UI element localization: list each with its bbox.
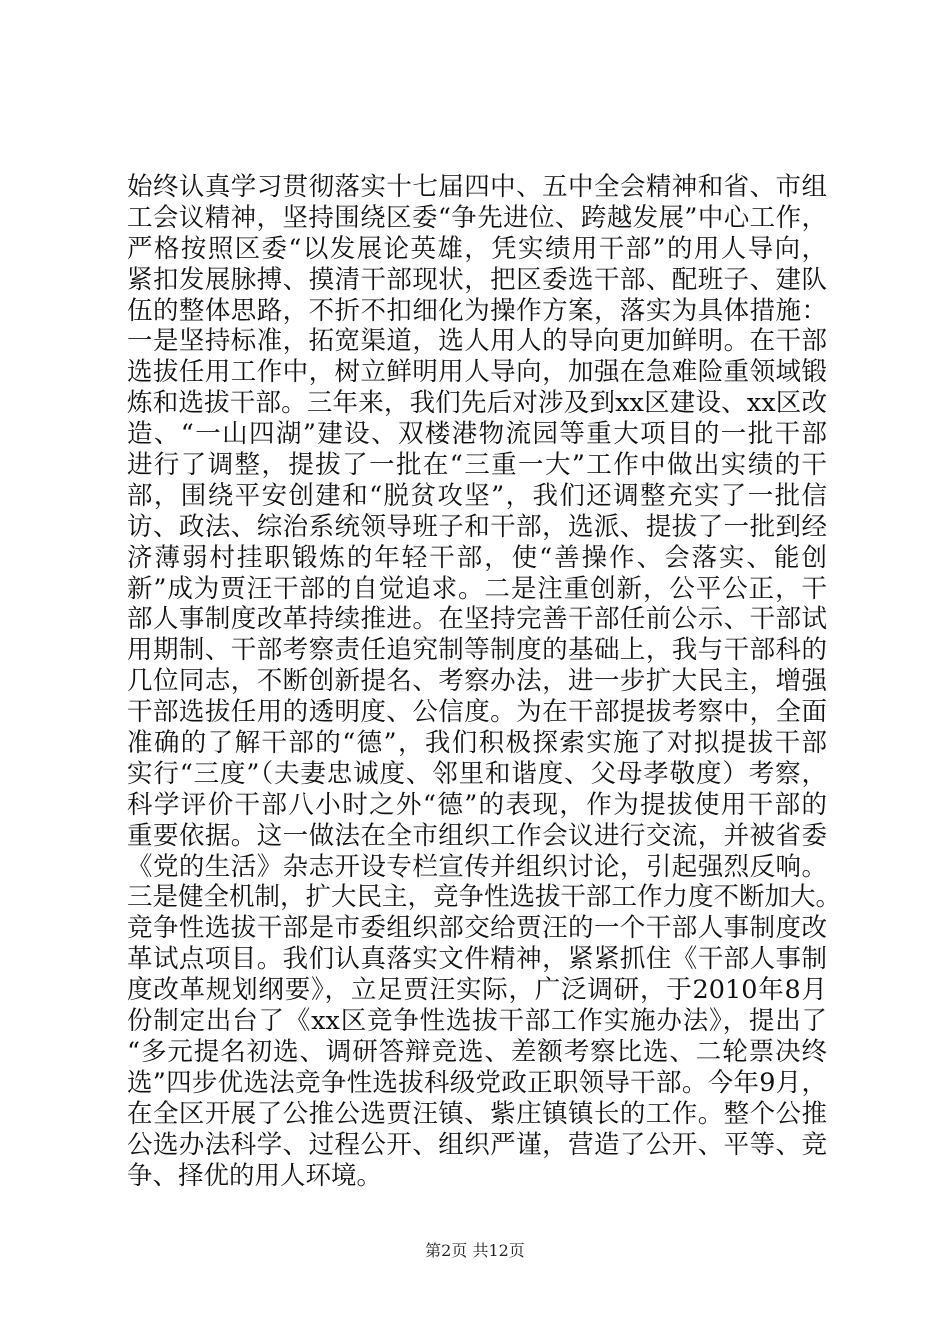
text-line: 严格按照区委“以发展论英雄，凭实绩用干部”的用人导向，: [127, 233, 827, 264]
text-line: “多元提名初选、调研答辩竞选、差额考察比选、二轮票决终: [127, 1036, 827, 1067]
text-line: 份制定出台了《xx区竞争性选拔干部工作实施办法》，提出了: [127, 1006, 827, 1037]
text-line: 炼和选拔干部。三年来，我们先后对涉及到xx区建设、xx区改: [127, 388, 827, 419]
text-line: 工会议精神，坚持围绕区委“争先进位、跨越发展”中心工作，: [127, 202, 827, 233]
text-line: 竞争性选拔干部是市委组织部交给贾汪的一个干部人事制度改: [127, 913, 827, 944]
text-line: 选拔任用工作中，树立鲜明用人导向，加强在急难险重领域锻: [127, 357, 827, 388]
text-line: 造、“一山四湖”建设、双楼港物流园等重大项目的一批干部: [127, 419, 827, 450]
text-line: 紧扣发展脉搏、摸清干部现状，把区委选干部、配班子、建队: [127, 264, 827, 295]
page-footer: [0, 1238, 950, 1261]
text-line: 在全区开展了公推公选贾汪镇、紫庄镇镇长的工作。整个公推: [127, 1098, 827, 1129]
text-line: 济薄弱村挂职锻炼的年轻干部，使“善操作、会落实、能创: [127, 542, 827, 573]
text-line: 公选办法科学、过程公开、组织严谨，营造了公开、平等、竞: [127, 1129, 827, 1160]
text-line: 新”成为贾汪干部的自觉追求。二是注重创新，公平公正，干: [127, 573, 827, 604]
text-line: 三是健全机制，扩大民主，竞争性选拔干部工作力度不断加大。: [127, 882, 842, 913]
text-line: 重要依据。这一做法在全市组织工作会议进行交流，并被省委: [127, 820, 827, 851]
text-line: 科学评价干部八小时之外“德”的表现，作为提拔使用干部的: [127, 789, 827, 820]
text-line: 准确的了解干部的“德”，我们积极探索实施了对拟提拔干部: [127, 728, 827, 759]
body-text: [127, 172, 842, 1191]
text-line: 革试点项目。我们认真落实文件精神，紧紧抓住《干部人事制: [127, 944, 827, 975]
text-line: 几位同志，不断创新提名、考察办法，进一步扩大民主，增强: [127, 666, 827, 697]
text-line: 始终认真学习贯彻落实十七届四中、五中全会精神和省、市组: [127, 172, 827, 202]
text-line: 访、政法、综治系统领导班子和干部，选派、提拔了一批到经: [127, 511, 827, 542]
text-line: 《党的生活》杂志开设专栏宣传并组织讨论，引起强烈反响。: [127, 851, 827, 882]
text-line: 选”四步优选法竞争性选拔科级党政正职领导干部。今年9月，: [127, 1067, 827, 1098]
text-line: 部人事制度改革持续推进。在坚持完善干部任前公示、干部试: [127, 604, 827, 635]
page-number: 第2页 共12页: [425, 1241, 525, 1260]
text-line: 干部选拔任用的透明度、公信度。为在干部提拔考察中，全面: [127, 697, 827, 728]
text-line: 伍的整体思路，不折不扣细化为操作方案，落实为具体措施：: [127, 295, 827, 326]
text-line: 度改革规划纲要》，立足贾汪实际，广泛调研，于2010年8月: [127, 975, 827, 1006]
text-line: 一是坚持标准，拓宽渠道，选人用人的导向更加鲜明。在干部: [127, 326, 827, 357]
text-line: 进行了调整，提拔了一批在“三重一大”工作中做出实绩的干: [127, 450, 827, 481]
text-line: 实行“三度”（夫妻忠诚度、邻里和谐度、父母孝敬度）考察，: [127, 758, 827, 789]
text-line: 部，围绕平安创建和“脱贫攻坚”，我们还调整充实了一批信: [127, 480, 827, 511]
text-line: 争、择优的用人环境。: [127, 1160, 383, 1191]
text-line: 用期制、干部考察责任追究制等制度的基础上，我与干部科的: [127, 635, 827, 666]
